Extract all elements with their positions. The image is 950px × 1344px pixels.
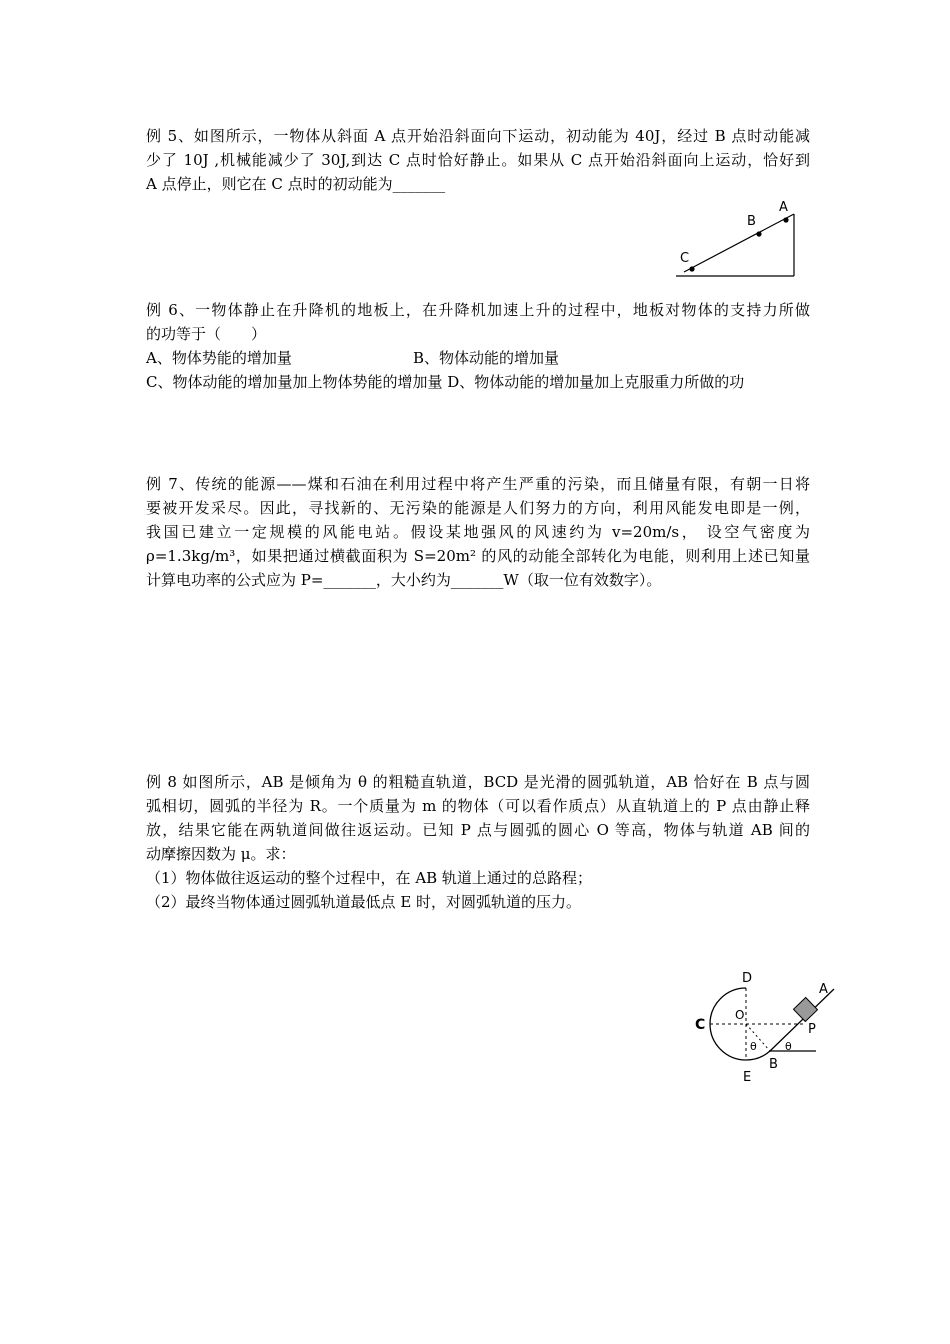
point-c-dot (689, 266, 694, 271)
example-8-text (146, 770, 810, 914)
example-5-line-3: A 点停止，则它在 C 点时的初动能为_______ (146, 175, 446, 193)
option-a: A、物体势能的增加量 (146, 349, 292, 367)
label-c: C (695, 1017, 706, 1033)
example-7-text (146, 472, 810, 592)
example-7-line-5: 计算电功率的公式应为 P=_______，大小约为_______W（取一位有效数字）。 (146, 571, 662, 589)
label-d: D (742, 971, 753, 986)
example-6-line-1: 例 6、一物体静止在升降机的地板上，在升降机加速上升的过程中，地板对物体的支持力所做 (146, 301, 810, 319)
label-b: B (769, 1057, 778, 1072)
label-a: A (819, 982, 828, 997)
label-theta-center: θ (750, 1040, 757, 1053)
incline-track-ab (770, 989, 834, 1051)
example-8-line-2: 弧相切，圆弧的半径为 R。一个质量为 m 的物体（可以看作质点）从直轨道上的 P 点由静止释 (146, 797, 810, 815)
track-figure (680, 964, 850, 1088)
option-b: B、物体动能的增加量 (413, 349, 560, 367)
question-2: （2）最终当物体通过圆弧轨道最低点 E 时，对圆弧轨道的压力。 (146, 893, 582, 911)
label-a: A (779, 200, 788, 215)
example-6-options-ab (146, 346, 810, 370)
example-6-line-2: 的功等于（ ） (146, 325, 267, 343)
example-8-line-4: 动摩擦因数为 μ。求： (146, 845, 296, 863)
label-o: O (735, 1008, 745, 1022)
label-b: B (747, 214, 756, 229)
block-object (793, 997, 817, 1021)
label-c: C (680, 251, 690, 266)
example-5-line-1: 例 5、如图所示，一物体从斜面 A 点开始沿斜面向下运动，初动能为 40J，经过 B 点时动能减 (146, 127, 810, 145)
example-6-text (146, 298, 810, 394)
label-theta-incline: θ (785, 1040, 792, 1053)
example-8-line-3: 放，结果它能在两轨道间做往返运动。已知 P 点与圆弧的圆心 O 等高，物体与轨道 AB 间的 (146, 821, 810, 839)
question-1: （1）物体做往返运动的整个过程中，在 AB 轨道上通过的总路程； (146, 869, 592, 887)
example-5-line-2: 少了 10J ,机械能减少了 30J,到达 C 点时恰好静止。如果从 C 点开始沿斜面向上运动，恰好到 (146, 151, 810, 169)
example-7-line-1: 例 7、传统的能源——煤和石油在利用过程中将产生严重的污染，而且储量有限，有朝一日将 (146, 475, 810, 493)
example-5-text (146, 124, 810, 196)
example-7-line-3: 我国已建立一定规模的风能电站。假设某地强风的风速约为 v=20m/s， 设空气密度为 (146, 523, 810, 541)
example-7-line-4: ρ=1.3kg/m³，如果把通过横截面积为 S=20m² 的风的动能全部转化为电能，则利用上述已知量 (146, 547, 810, 565)
label-e: E (743, 1070, 752, 1085)
label-p: P (808, 1022, 816, 1037)
point-b-dot (756, 231, 761, 236)
option-c-d: C、物体动能的增加量加上物体势能的增加量 D、物体动能的增加量加上克服重力所做的功 (146, 373, 745, 391)
incline-slope-line (684, 214, 794, 272)
point-a-dot (783, 217, 788, 222)
incline-figure (668, 196, 804, 282)
example-8-line-1: 例 8 如图所示，AB 是倾角为 θ 的粗糙直轨道，BCD 是光滑的圆弧轨道，AB 恰好在 B 点与圆 (146, 773, 810, 791)
example-7-line-2: 要被开发采尽。因此，寻找新的、无污染的能源是人们努力的方向，利用风能发电即是一例， (146, 499, 810, 517)
